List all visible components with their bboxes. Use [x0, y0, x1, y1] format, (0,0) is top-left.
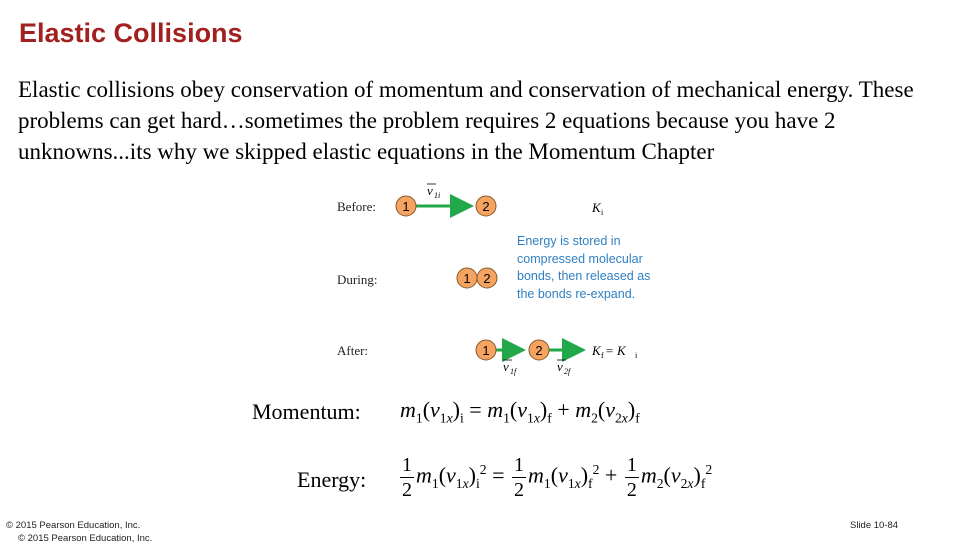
ball-1-before-label: 1 [402, 199, 410, 214]
energy-label: Energy: [297, 467, 367, 492]
velocity-label-after-2 [557, 359, 572, 376]
ball-1-during-label: 1 [463, 271, 471, 286]
momentum-label: Momentum: [252, 399, 361, 424]
ball-2-before-label: 2 [482, 199, 490, 214]
svg-text:v: v [557, 359, 563, 374]
svg-text:i: i [635, 351, 638, 360]
svg-text:f: f [601, 351, 604, 360]
slide-number: Slide 10-84 [850, 520, 899, 531]
ball-1-after-label: 1 [482, 343, 490, 358]
slide-title: Elastic Collisions [19, 18, 243, 48]
svg-text:1i: 1i [434, 191, 441, 200]
before-label: Before: [337, 199, 376, 214]
energy-equation: $\frac{1}{2}$ $m_1(v_{1x})_i^2$ = $\frac{1}{2}$ $m_1(v_{1x})_f^2$ + $\frac{1}{2}$ $m_2(v_{2x})_f^2$ [402, 454, 713, 501]
svg-text:K: K [592, 200, 601, 215]
energy-label-before [591, 200, 604, 217]
svg-text:v: v [503, 359, 509, 374]
energy-label-after [591, 343, 638, 360]
svg-text:1f: 1f [510, 367, 517, 376]
momentum-equation: $m_1(v_{1x})_i = m_1(v_{1x})_f + m_2(v_{2x})_f$ [400, 397, 640, 426]
after-label: After: [337, 343, 369, 358]
svg-text:i: i [601, 208, 604, 217]
energy-storage-note: Energy is stored in compressed molecular bonds, then released as the bonds re-expand. [517, 234, 651, 301]
svg-text:v: v [427, 183, 433, 198]
ball-2-during-label: 2 [483, 271, 491, 286]
body-text: Elastic collisions obey conservation of momentum and conservation of mechanical energy. These problems can get hard…sometimes the problem requires 2 equations because you have 2 unknowns...its why we skipped elastic equations in the Momentum Chapter [18, 77, 914, 164]
fraction-half: $\frac{1}{2}$ [514, 454, 525, 501]
svg-text:K: K [592, 343, 601, 358]
svg-text:= K: = K [605, 343, 626, 358]
fraction-half: $\frac{1}{2}$ [402, 454, 412, 501]
during-label: During: [337, 272, 378, 287]
copyright-text: © 2015 Pearson Education, Inc. [6, 520, 141, 531]
copyright-text-secondary: © 2015 Pearson Education, Inc. [18, 533, 153, 544]
svg-text:2f: 2f [564, 367, 571, 376]
ball-2-after-label: 2 [535, 343, 543, 358]
fraction-half: $\frac{1}{2}$ [626, 454, 637, 501]
velocity-label-before [427, 183, 440, 200]
velocity-label-after-1 [503, 359, 518, 376]
